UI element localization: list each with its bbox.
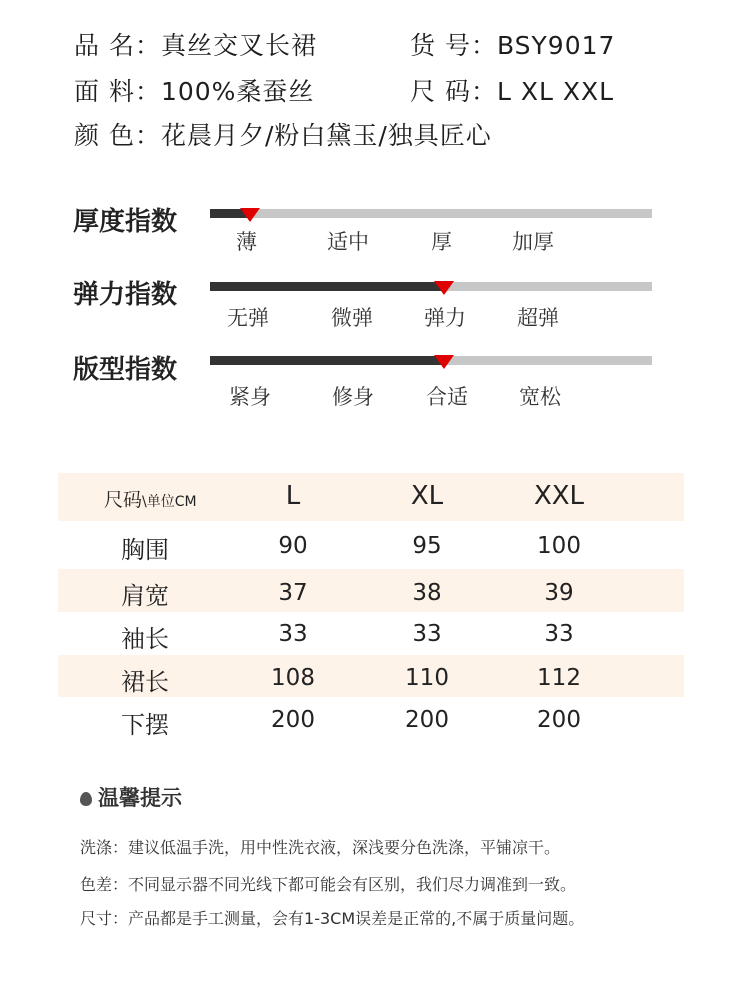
- sizes-value: L XL XXL: [496, 77, 615, 106]
- size-table-corner: [104, 485, 197, 512]
- table-cell: 33: [544, 621, 574, 647]
- fabric: [74, 72, 314, 108]
- tip-label: 色差：: [80, 875, 129, 894]
- product-name-value: 真丝交叉长裙: [160, 31, 317, 60]
- fit-index-fill: [210, 356, 444, 365]
- table-cell: 200: [271, 707, 315, 733]
- elasticity-option: 无弹: [227, 306, 269, 330]
- tip-label: 洗涤：: [80, 838, 129, 857]
- fabric-value: 100%桑蚕丝: [160, 77, 315, 106]
- sizes-label: 尺 码：: [410, 77, 497, 106]
- table-row-label: 下摆: [121, 711, 169, 739]
- thickness-index-title: 厚度指数: [73, 207, 178, 237]
- product-name: [74, 26, 317, 62]
- item-number-label: 货 号：: [410, 31, 497, 60]
- elasticity-index-title: 弹力指数: [73, 280, 178, 310]
- table-cell: 33: [278, 621, 308, 647]
- elasticity-option: 微弹: [331, 306, 373, 330]
- size-table-header-label: 尺码: [104, 489, 143, 511]
- tip-washing: [80, 835, 560, 858]
- table-row-label: 裙长: [121, 668, 169, 696]
- sizes: [410, 72, 614, 108]
- table-cell: 33: [412, 621, 442, 647]
- thickness-option: 厚: [431, 230, 452, 254]
- size-column-header: L: [285, 481, 301, 511]
- colorways-label: 颜 色：: [74, 121, 161, 150]
- table-cell: 95: [412, 533, 442, 559]
- table-row-label: 肩宽: [121, 582, 169, 610]
- item-number: [410, 26, 615, 62]
- thickness-index-marker: [240, 208, 260, 222]
- table-cell: 100: [537, 533, 581, 559]
- tips-title-text: 温馨提示: [98, 786, 182, 810]
- fit-option: 修身: [332, 385, 374, 409]
- item-number-value: BSY9017: [496, 31, 616, 60]
- table-cell: 112: [537, 665, 581, 691]
- fit-index-marker: [434, 355, 454, 369]
- size-column-header: XL: [410, 481, 444, 511]
- size-table-header-unit: \单位CM: [142, 494, 197, 510]
- tip-color-difference: [80, 872, 576, 895]
- elasticity-index-bar: [210, 282, 652, 291]
- fabric-label: 面 料：: [74, 77, 161, 106]
- thickness-index-bar: [210, 209, 652, 218]
- tips-title: [80, 782, 182, 812]
- elasticity-option: 超弹: [517, 306, 559, 330]
- tip-text: 建议低温手洗，用中性洗衣液，深浅要分色洗涤，平铺凉干。: [128, 838, 561, 857]
- size-column-header: XXL: [533, 481, 585, 511]
- fit-index-title: 版型指数: [73, 355, 178, 385]
- table-cell: 110: [405, 665, 449, 691]
- table-cell: 108: [271, 665, 315, 691]
- tip-text: 产品都是手工测量，会有1-3CM误差是正常的,不属于质量问题。: [128, 909, 585, 928]
- droplet-icon: [80, 792, 92, 806]
- elasticity-index-marker: [434, 281, 454, 295]
- table-row-label: 胸围: [121, 536, 169, 564]
- table-cell: 200: [405, 707, 449, 733]
- elasticity-index-fill: [210, 282, 444, 291]
- table-cell: 39: [544, 580, 574, 606]
- thickness-option: 加厚: [512, 230, 554, 254]
- fit-index-bar: [210, 356, 652, 365]
- table-cell: 200: [537, 707, 581, 733]
- fit-option: 宽松: [519, 385, 561, 409]
- thickness-option: 薄: [236, 230, 257, 254]
- fit-option: 合适: [426, 385, 468, 409]
- table-cell: 90: [278, 533, 308, 559]
- product-name-label: 品 名：: [74, 31, 161, 60]
- table-row-label: 袖长: [121, 625, 169, 653]
- elasticity-option: 弹力: [424, 306, 466, 330]
- colorways-value: 花晨月夕/粉白黛玉/独具匠心: [160, 121, 492, 150]
- table-cell: 38: [412, 580, 442, 606]
- fit-option: 紧身: [229, 385, 271, 409]
- tip-text: 不同显示器不同光线下都可能会有区别，我们尽力调准到一致。: [128, 875, 577, 894]
- tip-label: 尺寸：: [80, 909, 129, 928]
- thickness-option: 适中: [327, 230, 369, 254]
- colorways: [74, 116, 492, 152]
- tip-size: [80, 906, 584, 929]
- table-cell: 37: [278, 580, 308, 606]
